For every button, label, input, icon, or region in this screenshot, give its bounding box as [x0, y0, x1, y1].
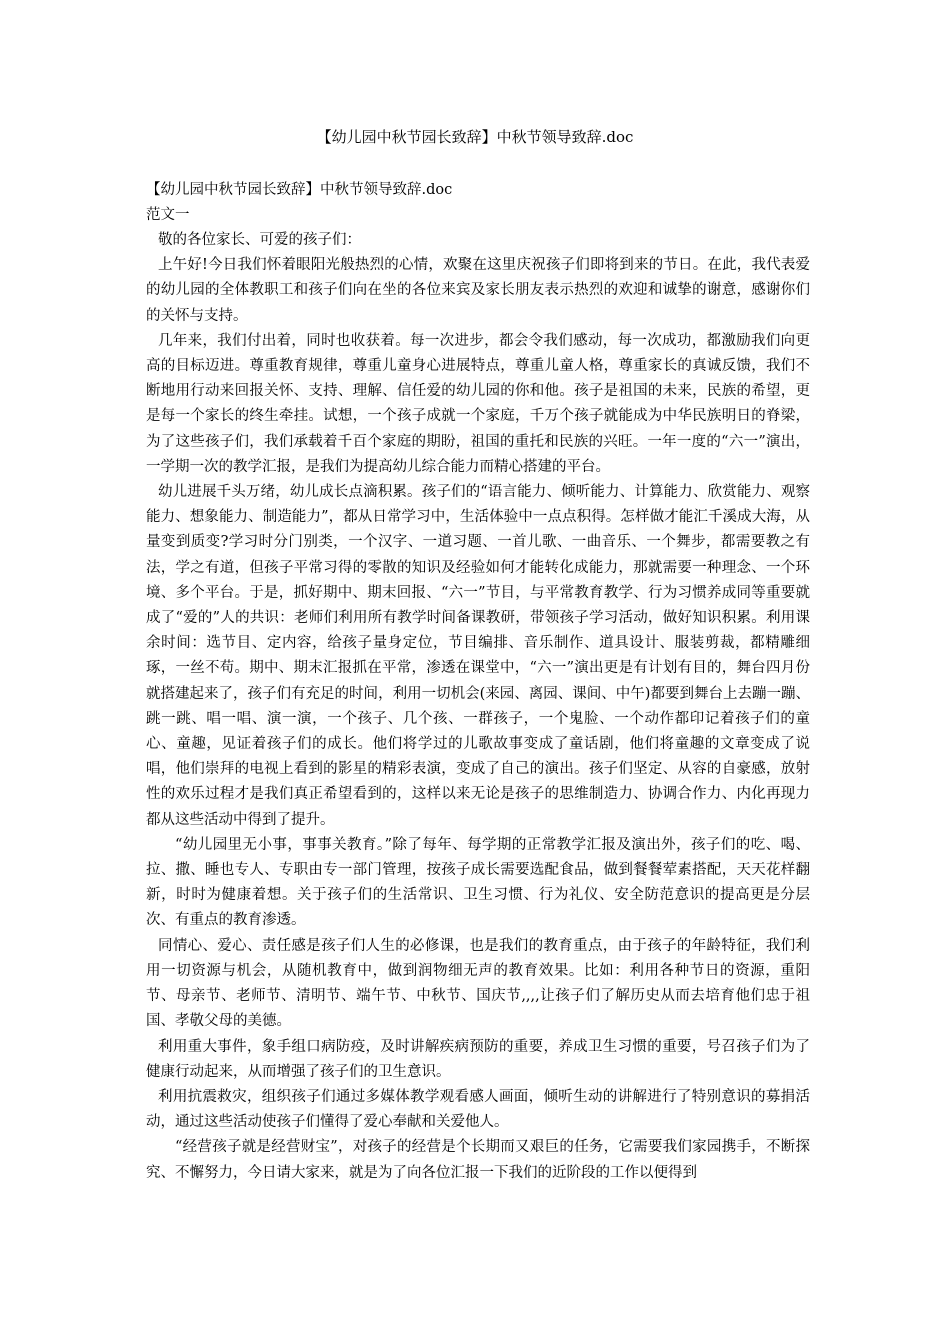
paragraph-daily-care: “幼儿园里无小事，事事关教育。”除了每年、每学期的正常教学汇报及演出外，孩子们的吃、喝、拉、撒、睡也专人、专职由专一部门管理，按孩子成长需要选配食品，做到餐餐荤素搭配，天天花样翻新，时时为健康着想。关于孩子们的生活常识、卫生习惯、行为礼仪、安全防范意识的提高更是分层次、有重点的教育渗透。: [146, 836, 810, 929]
document-title: 【幼儿园中秋节园长致辞】中秋节领导致辞.doc: [316, 128, 634, 146]
paragraph-salutation: 敬的各位家长、可爱的孩子们：: [158, 232, 361, 248]
document-body: [146, 178, 810, 1186]
paragraph-greeting: 上午好!今日我们怀着眼阳光般热烈的心情，欢聚在这里庆祝孩子们即将到来的节日。在此，我代表爱的幼儿园的全体教职工和孩子们向在坐的各位来宾及家长朋友表示热烈的欢迎和诚挚的谢意，感谢你们的关怀与支持。: [146, 257, 810, 324]
section-label: 范文一: [146, 207, 190, 223]
paragraph-epidemic: 利用重大事件，象手组口病防疫，及时讲解疾病预防的重要，养成卫生习惯的重要，号召孩子们为了健康行动起来，从而增强了孩子们的卫生意识。: [146, 1038, 810, 1080]
paragraph-empathy: 同情心、爱心、责任感是孩子们人生的必修课，也是我们的教育重点，由于孩子的年龄特征，我们利用一切资源与机会，从随机教育中，做到润物细无声的教育效果。比如：利用各种节日的资源，重阳节、母亲节、老师节、清明节、端午节、中秋节、国庆节,,,,让孩子们了解历史从而去培育他们忠于祖国、孝敬父母的美德。: [146, 937, 810, 1030]
paragraph-development: 幼儿进展千头万绪，幼儿成长点滴积累。孩子们的“语言能力、倾听能力、计算能力、欣赏能力、观察能力、想象能力、制造能力”，都从日常学习中，生活体验中一点点积得。怎样做才能汇千溪成大海，从量变到质变?学习时分门别类，一个汉字、一道习题、一首儿歌、一曲音乐、一个舞步，都需要教之有法，学之有道，但孩子平常习得的零散的知识及经验如何才能转化成能力，那就需要一种理念、一个环境、多个平台。于是，抓好期中、期末回报、“六一”节目，与平常教育教学、行为习惯养成同等重要就成了“爱的”人的共识：老师们利用所有教学时间备课教研，带领孩子学习活动，做好知识积累。利用课余时间：选节目、定内容，给孩子量身定位，节目编排、音乐制作、道具设计、服装剪裁，都精雕细琢，一丝不苟。期中、期末汇报抓在平常，渗透在课堂中，“六一”演出更是有计划有目的，舞台四月份就搭建起来了，孩子们有充足的时间，利用一切机会(来园、离园、课间、中午)都要到舞台上去蹦一蹦、跳一跳、唱一唱、演一演，一个孩子、几个孩、一群孩子，一个鬼脸、一个动作都印记着孩子们的童心、童趣，见证着孩子们的成长。他们将学过的儿歌故事变成了童话剧，他们将童趣的文章变成了说唱，他们崇拜的电视上看到的影星的精彩表演，变成了自己的演出。孩子们坚定、从容的自豪感，放射性的欢乐过程才是我们真正希望看到的，这样以来无论是孩子的思维制造力、协调合作力、内化再现力都从这些活动中得到了提升。: [146, 484, 810, 828]
paragraph-years: 几年来，我们付出着，同时也收获着。每一次进步，都会令我们感动，每一次成功，都激励我们向更高的目标迈进。尊重教育规律，尊重儿童身心进展特点，尊重儿童人格，尊重家长的真诚反馈，我们不断地用行动来回报关怀、支持、理解、信任爱的幼儿园的你和他。孩子是祖国的未来，民族的希望，更是每一个家长的终生牵挂。试想，一个孩子成就一个家庭，千万个孩子就能成为中华民族明日的脊梁，为了这些孩子们，我们承载着千百个家庭的期盼，祖国的重托和民族的兴旺。一年一度的“六一”演出，一学期一次的教学汇报，是我们为提高幼儿综合能力而精心搭建的平台。: [146, 332, 810, 475]
document-subtitle: 【幼儿园中秋节园长致辞】中秋节领导致辞.doc: [146, 182, 453, 198]
paragraph-treasure: “经营孩子就是经营财宝”，对孩子的经营是个长期而又艰巨的任务，它需要我们家园携手，不断探究、不懈努力，今日请大家来，就是为了向各位汇报一下我们的近阶段的工作以便得到: [146, 1139, 810, 1181]
paragraph-disaster-relief: 利用抗震救灾，组织孩子们通过多媒体教学观看感人画面，倾听生动的讲解进行了特别意识的募捐活动，通过这些活动使孩子们懂得了爱心奉献和关爱他人。: [146, 1088, 810, 1131]
